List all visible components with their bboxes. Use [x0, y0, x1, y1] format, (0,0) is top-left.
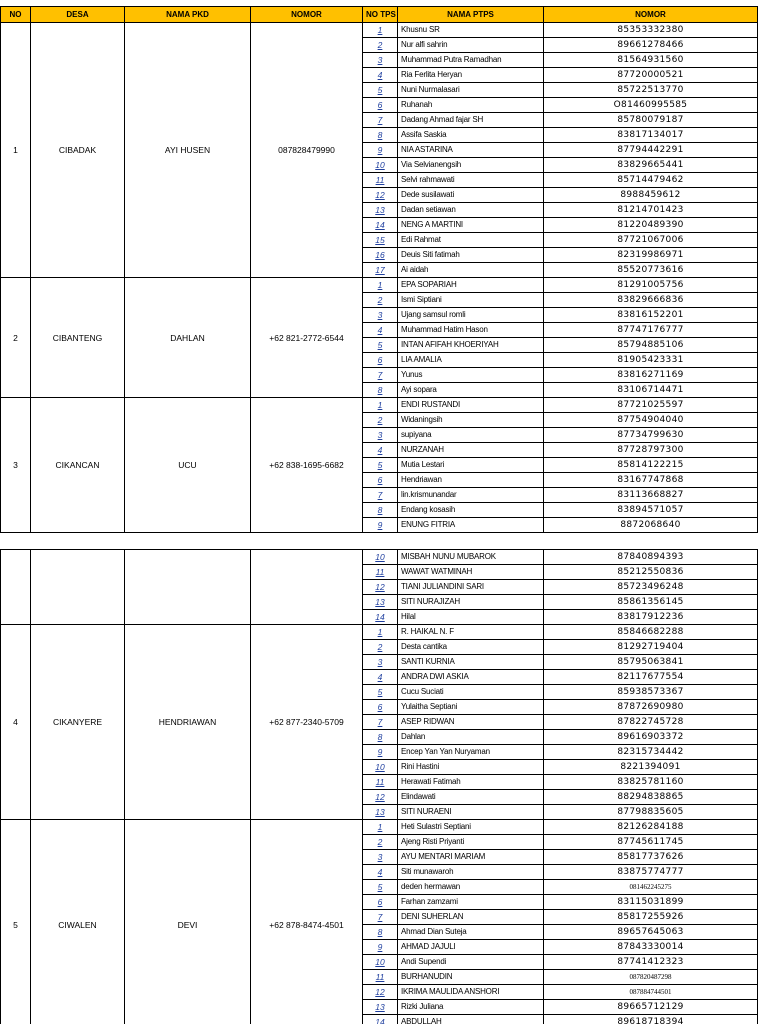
- ptps-name: ENDI RUSTANDI: [398, 398, 544, 413]
- tps-link[interactable]: 1: [363, 398, 398, 413]
- ptps-name: NURZANAH: [398, 443, 544, 458]
- ptps-phone: 85723496248: [544, 580, 758, 595]
- tps-link[interactable]: 12: [363, 790, 398, 805]
- ptps-name: Widaningsih: [398, 413, 544, 428]
- ptps-phone: 89665712129: [544, 1000, 758, 1015]
- tps-link[interactable]: 8: [363, 128, 398, 143]
- tps-link[interactable]: 8: [363, 383, 398, 398]
- ptps-phone: 81291005756: [544, 278, 758, 293]
- ptps-phone: 83816271169: [544, 368, 758, 383]
- table-row: [1, 278, 758, 293]
- tps-link[interactable]: 2: [363, 293, 398, 308]
- ptps-name: Dadang Ahmad fajar SH: [398, 113, 544, 128]
- ptps-phone: 85846682288: [544, 625, 758, 640]
- ptps-name: Encep Yan Yan Nuryaman: [398, 745, 544, 760]
- table-row: [1, 23, 758, 38]
- ptps-name: Ahmad Dian Suteja: [398, 925, 544, 940]
- ptps-phone: 85938573367: [544, 685, 758, 700]
- tps-link[interactable]: 4: [363, 865, 398, 880]
- tps-link[interactable]: 11: [363, 970, 398, 985]
- ptps-name: ANDRA DWI ASKIA: [398, 670, 544, 685]
- ptps-name: Rizki Juliana: [398, 1000, 544, 1015]
- tps-link[interactable]: 1: [363, 820, 398, 835]
- tps-link[interactable]: 15: [363, 233, 398, 248]
- tps-link[interactable]: 12: [363, 188, 398, 203]
- ptps-name: NENG A MARTINI: [398, 218, 544, 233]
- tps-link[interactable]: 5: [363, 338, 398, 353]
- tps-link[interactable]: 10: [363, 760, 398, 775]
- table-section-1: [0, 6, 758, 534]
- tps-link[interactable]: 3: [363, 850, 398, 865]
- ptps-phone: 83829666836: [544, 293, 758, 308]
- ptps-name: WAWAT WATMINAH: [398, 565, 544, 580]
- ptps-name: Farhan zamzami: [398, 895, 544, 910]
- ptps-table: [0, 6, 758, 533]
- ptps-phone: 87745611745: [544, 835, 758, 850]
- ptps-phone: 85353332380: [544, 23, 758, 38]
- ptps-phone: 87843330014: [544, 940, 758, 955]
- ptps-name: Desta cantika: [398, 640, 544, 655]
- empty-cell: [251, 550, 363, 625]
- tps-link[interactable]: 8: [363, 925, 398, 940]
- header-row: [1, 7, 758, 23]
- ptps-name: Deuis Siti fatimah: [398, 248, 544, 263]
- ptps-name: Selvi rahmawati: [398, 173, 544, 188]
- ptps-phone: 85817737626: [544, 850, 758, 865]
- ptps-phone: 87721025597: [544, 398, 758, 413]
- pkd-phone: +62 838-1695-6682: [251, 398, 363, 533]
- tps-link[interactable]: 4: [363, 670, 398, 685]
- tps-link[interactable]: 6: [363, 895, 398, 910]
- ptps-name: Assifa Saskia: [398, 128, 544, 143]
- ptps-phone: 8872068640: [544, 518, 758, 533]
- ptps-name: lin.krismunandar: [398, 488, 544, 503]
- ptps-name: Heti Sulastri Septiani: [398, 820, 544, 835]
- ptps-phone: 85780079187: [544, 113, 758, 128]
- ptps-name: INTAN AFIFAH KHOERIYAH: [398, 338, 544, 353]
- ptps-name: ASEP RIDWAN: [398, 715, 544, 730]
- ptps-phone: 87721067006: [544, 233, 758, 248]
- group-no: 3: [1, 398, 31, 533]
- tps-link[interactable]: 5: [363, 458, 398, 473]
- ptps-name: Andi Supendi: [398, 955, 544, 970]
- tps-link[interactable]: 7: [363, 113, 398, 128]
- table-row: [1, 625, 758, 640]
- ptps-phone: 85212550836: [544, 565, 758, 580]
- tps-link[interactable]: 9: [363, 143, 398, 158]
- tps-link[interactable]: 8: [363, 503, 398, 518]
- tps-link[interactable]: 7: [363, 488, 398, 503]
- ptps-name: AYU MENTARI MARIAM: [398, 850, 544, 865]
- tps-link[interactable]: 6: [363, 98, 398, 113]
- ptps-name: Rini Hastini: [398, 760, 544, 775]
- ptps-name: Ria Ferlita Heryan: [398, 68, 544, 83]
- tps-link[interactable]: 11: [363, 775, 398, 790]
- ptps-phone: 87794442291: [544, 143, 758, 158]
- ptps-name: Endang kosasih: [398, 503, 544, 518]
- ptps-name: LIA AMALIA: [398, 353, 544, 368]
- pkd-name: UCU: [125, 398, 251, 533]
- ptps-name: Muhammad Putra Ramadhan: [398, 53, 544, 68]
- ptps-name: Elindawati: [398, 790, 544, 805]
- ptps-name: AHMAD JAJULI: [398, 940, 544, 955]
- ptps-table-continued: [0, 549, 758, 1024]
- tps-link[interactable]: 13: [363, 203, 398, 218]
- tps-link[interactable]: 12: [363, 985, 398, 1000]
- ptps-name: DENI SUHERLAN: [398, 910, 544, 925]
- tps-link[interactable]: 1: [363, 23, 398, 38]
- ptps-phone: 83825781160: [544, 775, 758, 790]
- tps-link[interactable]: 7: [363, 715, 398, 730]
- ptps-phone: 82117677554: [544, 670, 758, 685]
- ptps-name: Nuni Nurmalasari: [398, 83, 544, 98]
- ptps-name: IKRIMA MAULIDA ANSHORI: [398, 985, 544, 1000]
- tps-link[interactable]: 3: [363, 428, 398, 443]
- ptps-phone: 89618718394: [544, 1015, 758, 1024]
- group-no: 4: [1, 625, 31, 820]
- table-body-2: [1, 550, 758, 1024]
- ptps-name: Cucu Suciati: [398, 685, 544, 700]
- tps-link[interactable]: 4: [363, 68, 398, 83]
- ptps-phone: 81905423331: [544, 353, 758, 368]
- ptps-phone: 81292719404: [544, 640, 758, 655]
- pkd-phone: +62 821-2772-6544: [251, 278, 363, 398]
- group-no: 2: [1, 278, 31, 398]
- desa-name: CIBADAK: [31, 23, 125, 278]
- ptps-name: Ajeng Risti Priyanti: [398, 835, 544, 850]
- tps-link[interactable]: 1: [363, 625, 398, 640]
- ptps-phone: 87840894393: [544, 550, 758, 565]
- tps-link[interactable]: 5: [363, 83, 398, 98]
- ptps-name: Via Selvianengsih: [398, 158, 544, 173]
- ptps-name: Yunus: [398, 368, 544, 383]
- ptps-name: Hendriawan: [398, 473, 544, 488]
- tps-link[interactable]: 4: [363, 323, 398, 338]
- group-no: 5: [1, 820, 31, 1024]
- table-row: [1, 398, 758, 413]
- ptps-phone: 89616903372: [544, 730, 758, 745]
- tps-link[interactable]: 4: [363, 443, 398, 458]
- ptps-phone: 87798835605: [544, 805, 758, 820]
- ptps-phone: 87720000521: [544, 68, 758, 83]
- ptps-phone: 83817912236: [544, 610, 758, 625]
- ptps-name: ENUNG FITRIA: [398, 518, 544, 533]
- ptps-phone: 87754904040: [544, 413, 758, 428]
- tps-link[interactable]: 2: [363, 38, 398, 53]
- ptps-name: BURHANUDIN: [398, 970, 544, 985]
- header-no: NO: [1, 7, 31, 23]
- tps-link[interactable]: 3: [363, 308, 398, 323]
- ptps-phone: 8988459612: [544, 188, 758, 203]
- tps-link[interactable]: 13: [363, 1000, 398, 1015]
- tps-link[interactable]: 10: [363, 955, 398, 970]
- ptps-name: Ruhanah: [398, 98, 544, 113]
- ptps-name: R. HAIKAL N. F: [398, 625, 544, 640]
- ptps-name: supiyana: [398, 428, 544, 443]
- ptps-phone: 87728797300: [544, 443, 758, 458]
- tps-link[interactable]: 11: [363, 565, 398, 580]
- ptps-name: Ujang samsul romli: [398, 308, 544, 323]
- header-nomor-pkd: NOMOR: [251, 7, 363, 23]
- tps-link[interactable]: 7: [363, 910, 398, 925]
- ptps-phone: 83894571057: [544, 503, 758, 518]
- ptps-phone: 81564931560: [544, 53, 758, 68]
- empty-cell: [1, 550, 31, 625]
- ptps-name: NIA ASTARINA: [398, 143, 544, 158]
- header-nomor-ptps: NOMOR: [544, 7, 758, 23]
- tps-link[interactable]: 7: [363, 368, 398, 383]
- ptps-phone: 89657645063: [544, 925, 758, 940]
- empty-cell: [125, 550, 251, 625]
- ptps-phone: 83875774777: [544, 865, 758, 880]
- desa-name: CIWALEN: [31, 820, 125, 1024]
- tps-link[interactable]: 2: [363, 640, 398, 655]
- tps-link[interactable]: 13: [363, 595, 398, 610]
- ptps-phone: 85722513770: [544, 83, 758, 98]
- ptps-name: Mutia Lestari: [398, 458, 544, 473]
- header-nama-ptps: NAMA PTPS: [398, 7, 544, 23]
- ptps-phone: 87734799630: [544, 428, 758, 443]
- ptps-phone: 85814122215: [544, 458, 758, 473]
- pkd-phone: +62 878-8474-4501: [251, 820, 363, 1024]
- ptps-name: ABDULLAH: [398, 1015, 544, 1024]
- ptps-phone: 82126284188: [544, 820, 758, 835]
- tps-link[interactable]: 13: [363, 805, 398, 820]
- ptps-name: Dadan setiawan: [398, 203, 544, 218]
- ptps-phone: 8221394091: [544, 760, 758, 775]
- pkd-name: DAHLAN: [125, 278, 251, 398]
- ptps-phone: 85817255926: [544, 910, 758, 925]
- ptps-name: Yulaitha Septiani: [398, 700, 544, 715]
- desa-name: CIBANTENG: [31, 278, 125, 398]
- ptps-phone: 81214701423: [544, 203, 758, 218]
- ptps-name: TIANI JULIANDINI SARI: [398, 580, 544, 595]
- ptps-name: Khusnu SR: [398, 23, 544, 38]
- ptps-phone: 82319986971: [544, 248, 758, 263]
- tps-link[interactable]: 3: [363, 53, 398, 68]
- ptps-name: Muhammad Hatim Hason: [398, 323, 544, 338]
- ptps-phone: 83816152201: [544, 308, 758, 323]
- ptps-name: deden hermawan: [398, 880, 544, 895]
- ptps-phone: 83829665441: [544, 158, 758, 173]
- table-row: [1, 550, 758, 565]
- ptps-name: EPA SOPARIAH: [398, 278, 544, 293]
- tps-link[interactable]: 2: [363, 835, 398, 850]
- ptps-name: MISBAH NUNU MUBAROK: [398, 550, 544, 565]
- tps-link[interactable]: 6: [363, 700, 398, 715]
- tps-link[interactable]: 17: [363, 263, 398, 278]
- ptps-phone: 87747176777: [544, 323, 758, 338]
- header-no-tps: NO TPS: [363, 7, 398, 23]
- ptps-phone: 81220489390: [544, 218, 758, 233]
- tps-link[interactable]: 16: [363, 248, 398, 263]
- tps-link[interactable]: 10: [363, 158, 398, 173]
- tps-link[interactable]: 5: [363, 685, 398, 700]
- ptps-phone: 87872690980: [544, 700, 758, 715]
- ptps-phone: 85794885106: [544, 338, 758, 353]
- ptps-name: SANTI KURNIA: [398, 655, 544, 670]
- ptps-phone: 85861356145: [544, 595, 758, 610]
- pkd-name: DEVI: [125, 820, 251, 1024]
- table-section-2: [0, 549, 758, 1024]
- tps-link[interactable]: 1: [363, 278, 398, 293]
- ptps-phone: O81460995585: [544, 98, 758, 113]
- desa-name: CIKANYERE: [31, 625, 125, 820]
- pkd-name: AYI HUSEN: [125, 23, 251, 278]
- ptps-name: Edi Rahmat: [398, 233, 544, 248]
- ptps-phone: 83106714471: [544, 383, 758, 398]
- empty-cell: [31, 550, 125, 625]
- ptps-phone: 83113668827: [544, 488, 758, 503]
- ptps-name: SITI NURAJIZAH: [398, 595, 544, 610]
- ptps-phone: 85520773616: [544, 263, 758, 278]
- tps-link[interactable]: 14: [363, 610, 398, 625]
- tps-link[interactable]: 3: [363, 655, 398, 670]
- ptps-name: Ismi Siptiani: [398, 293, 544, 308]
- ptps-phone: 89661278466: [544, 38, 758, 53]
- ptps-phone: 88294838865: [544, 790, 758, 805]
- pkd-name: HENDRIAWAN: [125, 625, 251, 820]
- ptps-phone: 85795063841: [544, 655, 758, 670]
- tps-link[interactable]: 14: [363, 218, 398, 233]
- tps-link[interactable]: 5: [363, 880, 398, 895]
- ptps-phone: 87741412323: [544, 955, 758, 970]
- ptps-phone: 087820487298: [544, 970, 758, 985]
- ptps-name: Siti munawaroh: [398, 865, 544, 880]
- pkd-phone: +62 877-2340-5709: [251, 625, 363, 820]
- tps-link[interactable]: 8: [363, 730, 398, 745]
- tps-link[interactable]: 2: [363, 413, 398, 428]
- ptps-name: Dahlan: [398, 730, 544, 745]
- ptps-phone: 83817134017: [544, 128, 758, 143]
- tps-link[interactable]: 14: [363, 1015, 398, 1024]
- ptps-name: SITI NURAENI: [398, 805, 544, 820]
- header-desa: DESA: [31, 7, 125, 23]
- ptps-phone: 85714479462: [544, 173, 758, 188]
- table-row: [1, 820, 758, 835]
- ptps-phone: 83115031899: [544, 895, 758, 910]
- tps-link[interactable]: 12: [363, 580, 398, 595]
- ptps-name: Ayi sopara: [398, 383, 544, 398]
- ptps-phone: 87822745728: [544, 715, 758, 730]
- ptps-name: Herawati Fatimah: [398, 775, 544, 790]
- table-body-1: [1, 23, 758, 533]
- tps-link[interactable]: 6: [363, 473, 398, 488]
- tps-link[interactable]: 10: [363, 550, 398, 565]
- ptps-phone: 83167747868: [544, 473, 758, 488]
- tps-link[interactable]: 9: [363, 518, 398, 533]
- group-no: 1: [1, 23, 31, 278]
- ptps-name: Hilal: [398, 610, 544, 625]
- ptps-phone: 087884744501: [544, 985, 758, 1000]
- tps-link[interactable]: 11: [363, 173, 398, 188]
- pkd-phone: 087828479990: [251, 23, 363, 278]
- tps-link[interactable]: 6: [363, 353, 398, 368]
- ptps-name: Dede susilawati: [398, 188, 544, 203]
- header-nama-pkd: NAMA PKD: [125, 7, 251, 23]
- ptps-name: Ai aidah: [398, 263, 544, 278]
- ptps-phone: 82315734442: [544, 745, 758, 760]
- tps-link[interactable]: 9: [363, 940, 398, 955]
- desa-name: CIKANCAN: [31, 398, 125, 533]
- tps-link[interactable]: 9: [363, 745, 398, 760]
- ptps-name: Nur alfi sahrin: [398, 38, 544, 53]
- ptps-phone: 081462245275: [544, 880, 758, 895]
